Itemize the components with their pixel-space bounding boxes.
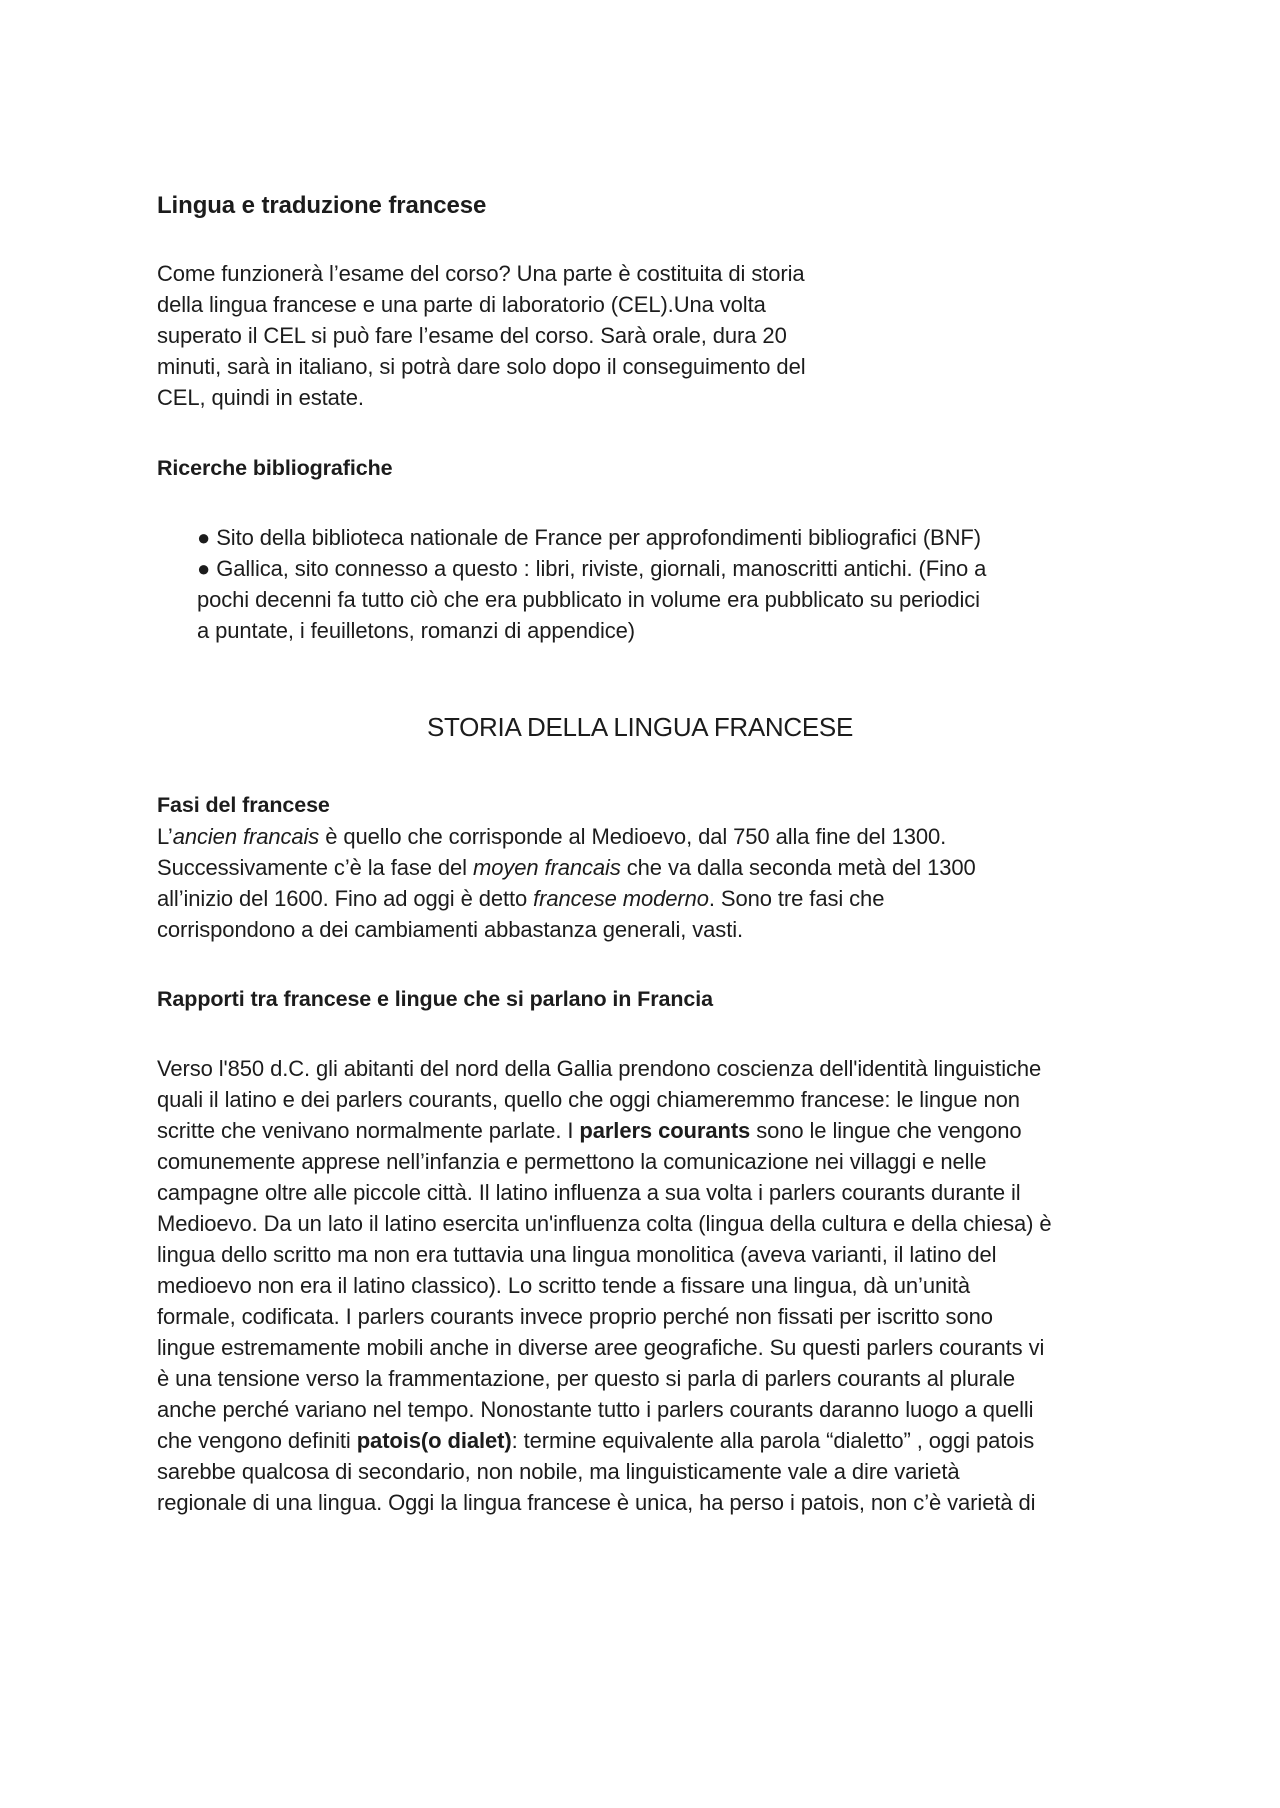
fasi-line: all’inizio del 1600. Fino ad oggi è detto francese moderno. Sono tre fasi che bbox=[157, 886, 885, 911]
rapporti-heading: Rapporti tra francese e lingue che si parlano in Francia bbox=[157, 987, 713, 1011]
term-francese-moderno: francese moderno bbox=[533, 886, 709, 911]
section-title: STORIA DELLA LINGUA FRANCESE bbox=[426, 712, 854, 742]
intro-line: CEL, quindi in estate. bbox=[157, 385, 364, 410]
rapporti-line: che vengono definiti patois(o dialet): termine equivalente alla parola “dialetto” , oggi patois bbox=[157, 1428, 1035, 1453]
bullet-icon: ● bbox=[197, 556, 211, 581]
rapporti-line: scritte che venivano normalmente parlate. I parlers courants sono le lingue che vengono bbox=[157, 1118, 1022, 1143]
term-ancien-francais: ancien francais bbox=[172, 824, 320, 849]
intro-line: superato il CEL si può fare l’esame del corso. Sarà orale, dura 20 bbox=[157, 323, 787, 348]
rapporti-line: campagne oltre alle piccole città. Il latino influenza a sua volta i parlers courants durante il bbox=[157, 1180, 1021, 1205]
intro-line: minuti, sarà in italiano, si potrà dare solo dopo il conseguimento del bbox=[157, 354, 806, 379]
fasi-heading: Fasi del francese bbox=[157, 793, 330, 817]
rapporti-line: lingua dello scritto ma non era tuttavia una lingua monolitica (aveva varianti, il latino del bbox=[157, 1242, 997, 1267]
rapporti-line: Verso l'850 d.C. gli abitanti del nord della Gallia prendono coscienza dell'identità linguistiche bbox=[157, 1056, 1042, 1081]
document-title: Lingua e traduzione francese bbox=[157, 192, 487, 219]
rapporti-line: lingue estremamente mobili anche in diverse aree geografiche. Su questi parlers courants vi bbox=[157, 1335, 1045, 1360]
rapporti-line: Medioevo. Da un lato il latino esercita un'influenza colta (lingua della cultura e della chiesa) è bbox=[157, 1211, 1052, 1236]
fasi-line: corrispondono a dei cambiamenti abbastanza generali, vasti. bbox=[157, 917, 744, 942]
intro-line: della lingua francese e una parte di laboratorio (CEL).Una volta bbox=[157, 292, 766, 317]
rapporti-line: quali il latino e dei parlers courants, quello che oggi chiameremmo francese: le lingue non bbox=[157, 1087, 1020, 1112]
fasi-line: Successivamente c’è la fase del moyen francais che va dalla seconda metà del 1300 bbox=[157, 855, 976, 880]
bullet-item bbox=[197, 553, 986, 584]
bullet-continuation: a puntate, i feuilletons, romanzi di appendice) bbox=[197, 618, 636, 643]
rapporti-line: medioevo non era il latino classico). Lo scritto tende a fissare una lingua, dà un’unità bbox=[157, 1273, 971, 1298]
rapporti-line: sarebbe qualcosa di secondario, non nobile, ma linguisticamente vale a dire varietà bbox=[157, 1459, 960, 1484]
bullet-icon: ● bbox=[197, 525, 211, 550]
bullet-continuation: pochi decenni fa tutto ciò che era pubblicato in volume era pubblicato su periodici bbox=[197, 587, 980, 612]
ricerche-heading: Ricerche bibliografiche bbox=[157, 456, 393, 480]
rapporti-line: regionale di una lingua. Oggi la lingua francese è unica, ha perso i patois, non c’è varietà di bbox=[157, 1490, 1036, 1515]
term-moyen-francais: moyen francais bbox=[472, 855, 621, 880]
bullet-item bbox=[197, 522, 981, 553]
term-parlers-courants: parlers courants bbox=[579, 1118, 751, 1143]
fasi-line: L’ancien francais è quello che corrisponde al Medioevo, dal 750 alla fine del 1300. bbox=[157, 824, 947, 849]
rapporti-line: comunemente apprese nell’infanzia e permettono la comunicazione nei villaggi e nelle bbox=[157, 1149, 987, 1174]
rapporti-line: formale, codificata. I parlers courants invece proprio perché non fissati per iscritto sono bbox=[157, 1304, 993, 1329]
term-patois: patois(o dialet) bbox=[356, 1428, 512, 1453]
rapporti-line: è una tensione verso la frammentazione, per questo si parla di parlers courants al plurale bbox=[157, 1366, 1016, 1391]
bullet-text: Gallica, sito connesso a questo : libri, riviste, giornali, manoscritti antichi. (Fino a bbox=[216, 556, 987, 581]
bullet-text: Sito della biblioteca nationale de France per approfondimenti bibliografici (BNF) bbox=[216, 525, 981, 550]
rapporti-line: anche perché variano nel tempo. Nonostante tutto i parlers courants daranno luogo a quelli bbox=[157, 1397, 1034, 1422]
intro-line: Come funzionerà l’esame del corso? Una parte è costituita di storia bbox=[157, 261, 805, 286]
